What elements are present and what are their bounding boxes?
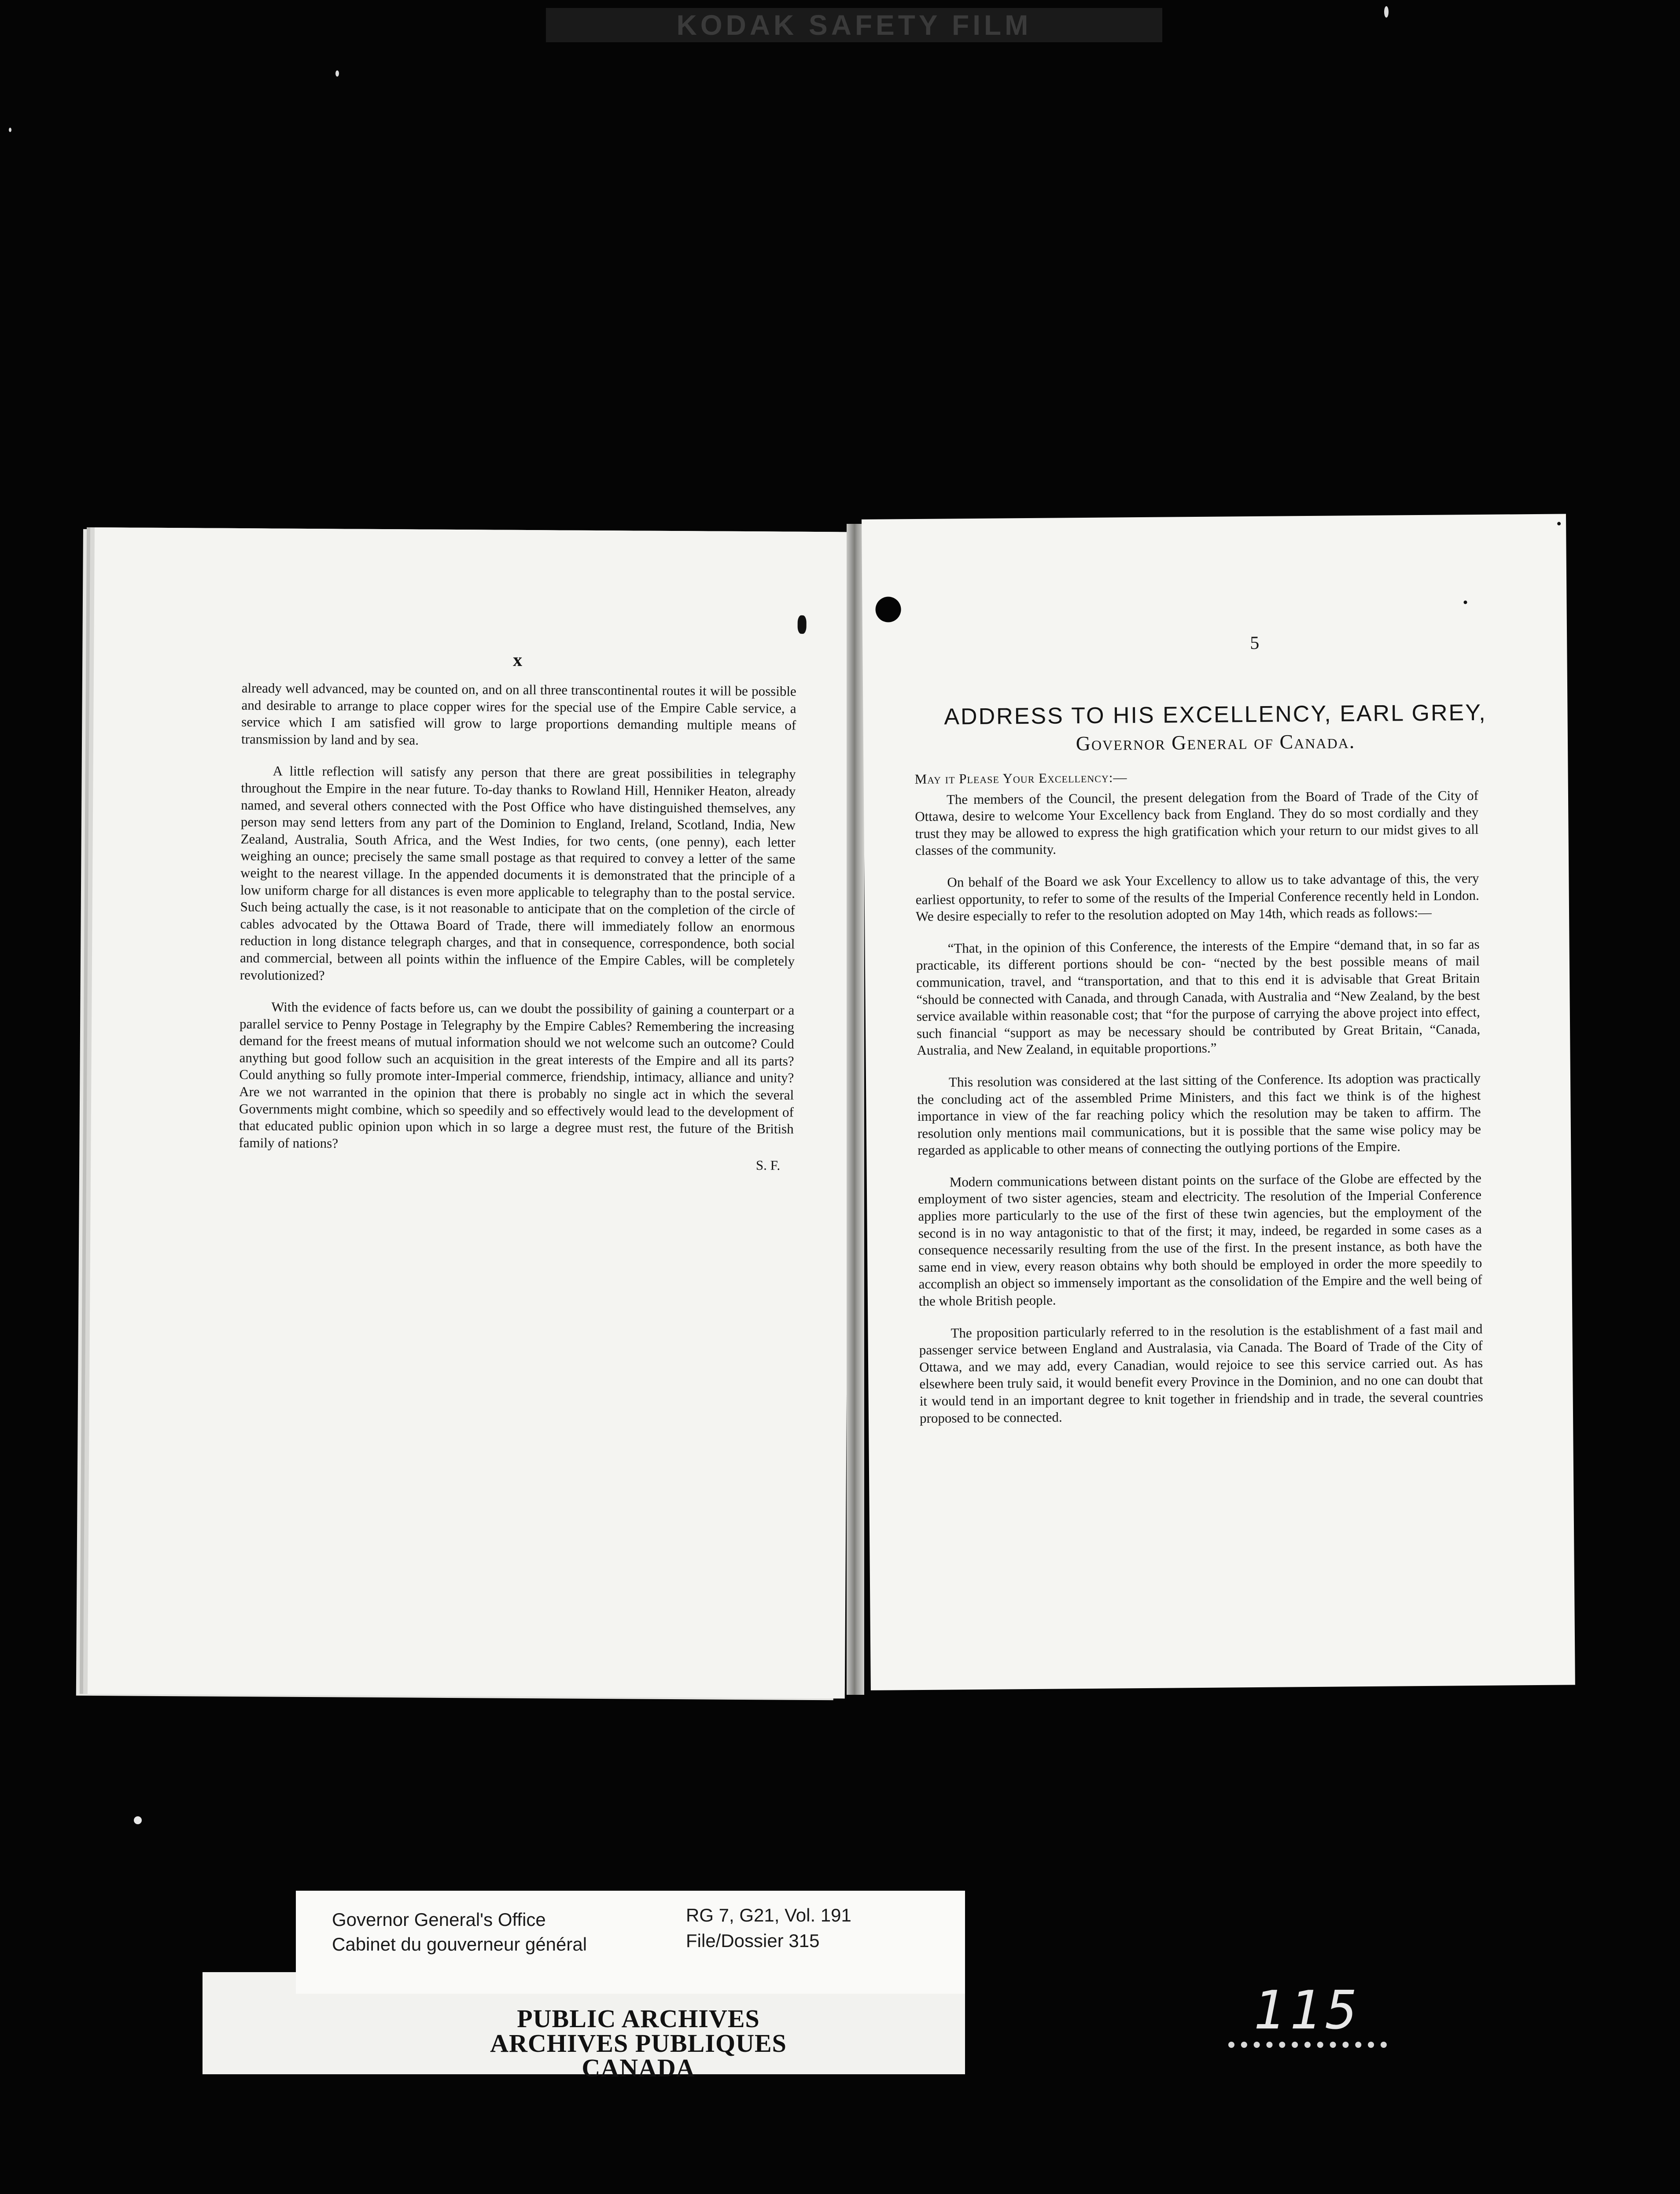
film-edge-marking: KODAK SAFETY FILM bbox=[546, 8, 1162, 42]
paragraph: The proposition particularly referred to in the resolution is the establishment of a fast mail and passenger service between England and Australasia, via Canada. The Board of Trade of the City of Ottawa, and we may add, every Canadian, would rejoice to see this service carried out. As has elsewhere been truly said, it would benefit every Province in the Dominion, and no one can doubt that it would tend in an important degree to knit together in friendship and in trade, the several countries proposed to be connected. bbox=[919, 1321, 1483, 1426]
archive-reference-label bbox=[296, 1891, 965, 1994]
address-title: ADDRESS TO HIS EXCELLENCY, EARL GREY, bbox=[944, 699, 1487, 730]
page-mark bbox=[1557, 522, 1561, 526]
page-mark bbox=[798, 615, 807, 634]
archives-line-en: PUBLIC ARCHIVES bbox=[517, 2004, 760, 2033]
dust-speck bbox=[1384, 6, 1389, 18]
paragraph: On behalf of the Board we ask Your Excellency to allow us to take advantage of this, the very earliest opportunity, to refer to some of the results of the Imperial Conference recently held in London. We desire especially to refer to the resolution adopted on May 14th, which reads as follows:— bbox=[915, 870, 1479, 924]
card-notch bbox=[203, 1933, 304, 1972]
address-subtitle: Governor General of Canada. bbox=[1076, 730, 1356, 755]
quoted-resolution bbox=[916, 936, 1481, 1059]
quote-text: “That, in the opinion of this Conference, the interests of the Empire “demand that, in so far as practicable, its different portions should be con- “nected by the best possible means of mail communication, travel, and “transportation, and that to this end it is advisable that Great Britain “should be connected with Canada, and through Canada, with Australia and “New Zealand, by the best service available within reasonable cost; that “for the purpose of carrying the above project into effect, such financial “support as may be necessary should be contributed by Great Britain, “Canada, Australia, and New Zealand, in equitable proportions.” bbox=[916, 936, 1481, 1058]
archives-stamp bbox=[409, 2006, 867, 2080]
office-name-fr: Cabinet du gouverneur général bbox=[332, 1934, 587, 1955]
dust-speck bbox=[335, 70, 339, 77]
left-page-folio: x bbox=[513, 650, 523, 670]
dust-speck bbox=[134, 1816, 142, 1824]
archives-line-fr: ARCHIVES PUBLIQUES bbox=[490, 2029, 787, 2058]
right-page bbox=[862, 514, 1575, 1690]
book-spread bbox=[95, 519, 1565, 1699]
right-page-folio: 5 bbox=[1250, 633, 1260, 654]
frame-number: 115 bbox=[1228, 1984, 1387, 2048]
paragraph: With the evidence of facts before us, can we doubt the possibility of gaining a counterpart or a parallel service to Penny Postage in Telegraphy by the Empire Cables? Remembering the increasing demand for the freest means of mutual information should we not welcome such an outcome? Could anything but good follow such an acquisition in the great interests of the Empire and all its parts? Could anything so fully promote inter-Imperial commerce, friendship, intimacy, alliance and unity? Are we not warranted in the opinion that there is probably no single act in which the several Governments might combine, which so speedily and so effectively would lead to the development of that educated public opinion upon which in so large a degree must rest, the future of the British family of nations? bbox=[239, 999, 795, 1151]
file-reference: File/Dossier 315 bbox=[686, 1930, 820, 1951]
page-mark bbox=[1463, 600, 1467, 604]
punched-hole bbox=[875, 596, 901, 622]
signoff-initials: S. F. bbox=[755, 1157, 781, 1173]
dust-speck bbox=[9, 128, 11, 132]
salutation: May it Please Your Excellency:— bbox=[914, 769, 1127, 787]
paragraph: A little reflection will satisfy any person that there are great possibilities in telegraphy throughout the Empire in the near future. To-day thanks to Rowland Hill, Henniker Heaton, already named, and several others connected with the Post Office who have distinguished themselves, any person may send letters from any part of the Dominion to England, Ireland, Scotland, India, New Zealand, Australia, South Africa, and the West Indies, for two cents, (one penny), each letter weighing an ounce; precisely the same small postage as that required to convey a letter of the same weight to the nearest village. In the appended documents it is demonstrated that the principle of a low uniform charge for all distances is even more applicable to telegraphy than to the postal service. Such being actually the case, is it not reasonable to anticipate that on the completion of the circle of cables advocated by the Ottawa Board of Trade, there will immediately follow an enormous reduction in long distance telegraph charges, and that in consequence, correspondence, both social and commercial, between all points within the influence of the Empire Cables, will be completely revolutionized? bbox=[239, 763, 796, 983]
office-name-en: Governor General's Office bbox=[332, 1909, 546, 1930]
paragraph: The members of the Council, the present delegation from the Board of Trade of the City of Ottawa, desire to welcome Your Excellency back from England. They do so most cordially and they trust they may be allowed to express the high gratification which your return to our midst gives to all classes of the community. bbox=[915, 787, 1479, 858]
paragraph: already well advanced, may be counted on, and on all three transcontinental routes it will be possible and desirable to arrange to place copper wires for the special use of the Empire Cable service, a service which I am satisfied will grow to large proportions demanding multiple means of transmission by land and by sea. bbox=[241, 680, 796, 748]
record-group-reference: RG 7, G21, Vol. 191 bbox=[686, 1905, 851, 1925]
archives-line-country: CANADA bbox=[582, 2054, 695, 2082]
left-page bbox=[88, 527, 852, 1698]
book-gutter bbox=[847, 524, 864, 1695]
left-page-text bbox=[239, 680, 796, 1174]
right-page-text bbox=[914, 766, 1483, 1442]
paragraph: Modern communications between distant points on the surface of the Globe are effected by the employment of two sister agencies, steam and electricity. The resolution of the Imperial Conference applies more particularly to the use of the first of these twin agencies, but the employment of the second is in no way antagonistic to that of the first; it may, indeed, be regarded in some cases as a consequence necessarily resulting from the use of the first. In the present instance, as both have the same end in view, every reason obtains why both should be employed in order the more speedily to accomplish an object so immensely important as the consolidation of the Empire and the well being of the whole British people. bbox=[917, 1170, 1482, 1309]
paragraph: This resolution was considered at the last sitting of the Conference. Its adoption was practically the concluding act of the assembled Prime Ministers, and this fact we think is of the highest importance in view of the far reaching policy which the resolution may be taken to affirm. The resolution only mentions mail communications, but it is possible that the same wise policy may be regarded as applicable to other means of connecting the outlying portions of the Empire. bbox=[917, 1070, 1481, 1158]
